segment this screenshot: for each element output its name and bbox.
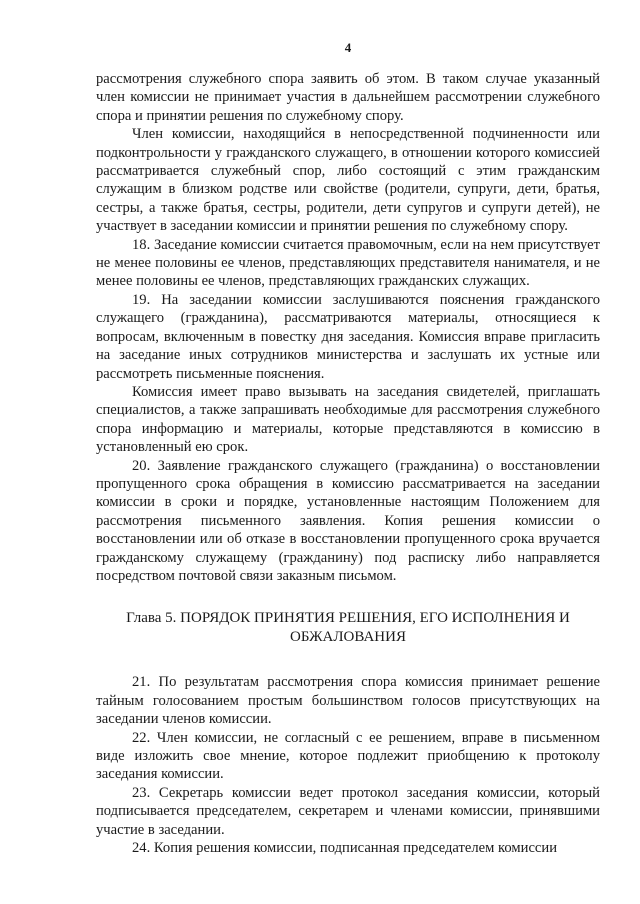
paragraph-21: 21. По результатам рассмотрения спора комиссия принимает решение тайным голосованием простым большинством голосов присутствующих на заседании членов комиссии. <box>96 674 600 728</box>
paragraph-24: 24. Копия решения комиссии, подписанная председателем комиссии <box>132 840 558 857</box>
paragraph-18: 18. Заседание комиссии считается правомочным, если на нем присутствует не менее половины ее членов, представляющих представителя нанимателя, и не менее половины ее членов, представляющих гражданских служащих. <box>96 236 600 290</box>
chapter-title: Глава 5. ПОРЯДОК ПРИНЯТИЯ РЕШЕНИЯ, ЕГО ИСПОЛНЕНИЯ И ОБЖАЛОВАНИЯ <box>126 610 570 646</box>
paragraph-19: 19. На заседании комиссии заслушиваются пояснения гражданского служащего (гражданина), рассматриваются материалы, относящиеся к вопросам, включенным в повестку дня заседания. Комиссия вправе пригласить на заседание иных сотрудников министерства и заслушать их устные или рассмотреть письменные пояснения. <box>96 291 600 382</box>
paragraph-23: 23. Секретарь комиссии ведет протокол заседания комиссии, который подписывается председателем, секретарем и членами комиссии, принявшими участие в заседании. <box>96 784 600 838</box>
page-number: 4 <box>344 40 352 55</box>
document-body <box>96 70 600 857</box>
paragraph: Член комиссии, находящийся в непосредственной подчиненности или подконтрольности у гражданского служащего, в отношении которого комиссией рассматривается служебный спор, либо состоящий с этим гражданским служащим в близком родстве или свойстве (родители, супруги, дети, братья, сестры, а также братья, сестры, родители, дети супругов и супруги детей), не участвует в заседании комиссии и принятии решения по служебному спору. <box>96 126 600 235</box>
paragraph: рассмотрения служебного спора заявить об этом. В таком случае указанный член комиссии не принимает участия в дальнейшем рассмотрении служебного спора и принятии решения по служебному спору. <box>96 71 600 124</box>
paragraph-20: 20. Заявление гражданского служащего (гражданина) о восстановлении пропущенного срока обращения в комиссию рассматривается на заседании комиссии в сроки и порядке, установленные настоящим Положением для рассмотрения письменного заявления. Копия решения комиссии о восстановлении или об отказе в восстановлении пропущенного срока вручается гражданскому служащему (гражданину) под расписку либо направляется посредством почтовой связи заказным письмом. <box>96 457 600 584</box>
paragraph: Комиссия имеет право вызывать на заседания свидетелей, приглашать специалистов, а также запрашивать необходимые для рассмотрения служебного спора информацию и материалы, которые представляются в комиссию в установленный ею срок. <box>96 383 600 456</box>
paragraph-22: 22. Член комиссии, не согласный с ее решением, вправе в письменном виде изложить свое мнение, которое подлежит приобщению к протоколу заседания комиссии. <box>96 729 600 783</box>
